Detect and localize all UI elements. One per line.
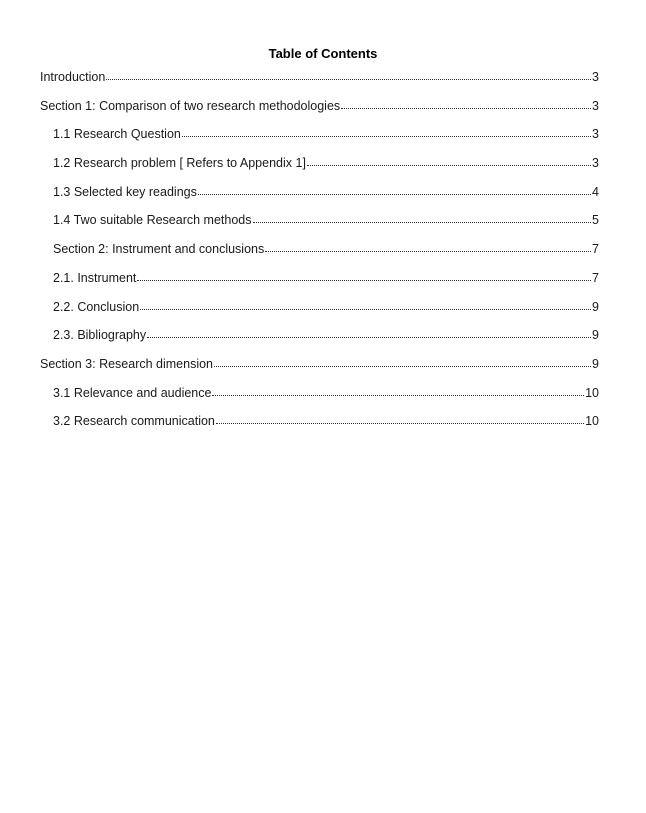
toc-entry-page: 9 (592, 328, 599, 343)
toc-dot-leader (265, 241, 591, 253)
toc-entry-label: Introduction (40, 70, 106, 84)
toc-entry-3-1[interactable] (40, 384, 599, 413)
toc-entry-label: Section 2: Instrument and conclusions (53, 242, 265, 257)
toc-dot-leader (253, 212, 592, 224)
toc-entry-page: 3 (592, 70, 599, 84)
toc-entry-page: 3 (592, 156, 599, 171)
toc-entry-label: 3.1 Relevance and audience (53, 385, 212, 400)
toc-list (40, 68, 599, 441)
toc-entry-page: 4 (592, 184, 599, 199)
toc-dot-leader (198, 184, 591, 196)
toc-entry-2-3[interactable] (40, 326, 599, 355)
toc-entry-section-2[interactable] (40, 240, 599, 269)
toc-dot-leader (147, 327, 591, 339)
toc-entry-section-3[interactable] (40, 355, 599, 384)
toc-entry-page: 7 (592, 270, 599, 285)
toc-entry-page: 3 (592, 127, 599, 142)
toc-entry-1-1[interactable] (40, 125, 599, 154)
toc-entry-page: 3 (592, 98, 599, 113)
toc-dot-leader (341, 98, 591, 110)
toc-entry-2-2[interactable] (40, 298, 599, 327)
toc-entry-3-2[interactable] (40, 412, 599, 441)
toc-dot-leader (140, 299, 591, 311)
toc-entry-page: 9 (592, 356, 599, 371)
toc-dot-leader (212, 385, 584, 397)
toc-entry-page: 10 (585, 414, 599, 429)
toc-dot-leader (137, 270, 591, 282)
toc-dot-leader (214, 356, 591, 368)
toc-entry-page: 5 (592, 213, 599, 228)
toc-entry-introduction[interactable] (40, 68, 599, 97)
toc-entry-2-1[interactable] (40, 269, 599, 298)
toc-entry-label: 2.3. Bibliography (53, 328, 147, 343)
toc-entry-label: 2.1. Instrument (53, 270, 137, 285)
toc-entry-page: 10 (585, 385, 599, 400)
toc-entry-label: Section 3: Research dimension (40, 356, 214, 371)
toc-entry-section-1[interactable] (40, 97, 599, 126)
toc-entry-label: 1.1 Research Question (53, 127, 181, 142)
toc-dot-leader (307, 155, 591, 167)
toc-entry-label: 1.3 Selected key readings (53, 184, 197, 199)
toc-entry-1-3[interactable] (40, 183, 599, 212)
toc-entry-label: 1.2 Research problem [ Refers to Appendix 1] (53, 156, 306, 171)
toc-entry-label: 2.2. Conclusion (53, 299, 140, 314)
toc-dot-leader (216, 413, 584, 425)
toc-entry-label: 3.2 Research communication (53, 414, 215, 429)
toc-entry-page: 7 (592, 242, 599, 257)
toc-dot-leader (182, 126, 591, 138)
toc-entry-page: 9 (592, 299, 599, 314)
toc-entry-1-4[interactable] (40, 211, 599, 240)
toc-entry-1-2[interactable] (40, 154, 599, 183)
toc-entry-label: Section 1: Comparison of two research methodologies (40, 98, 341, 113)
toc-title: Table of Contents (268, 46, 378, 61)
toc-entry-label: 1.4 Two suitable Research methods (53, 213, 252, 228)
toc-dot-leader (106, 69, 591, 81)
